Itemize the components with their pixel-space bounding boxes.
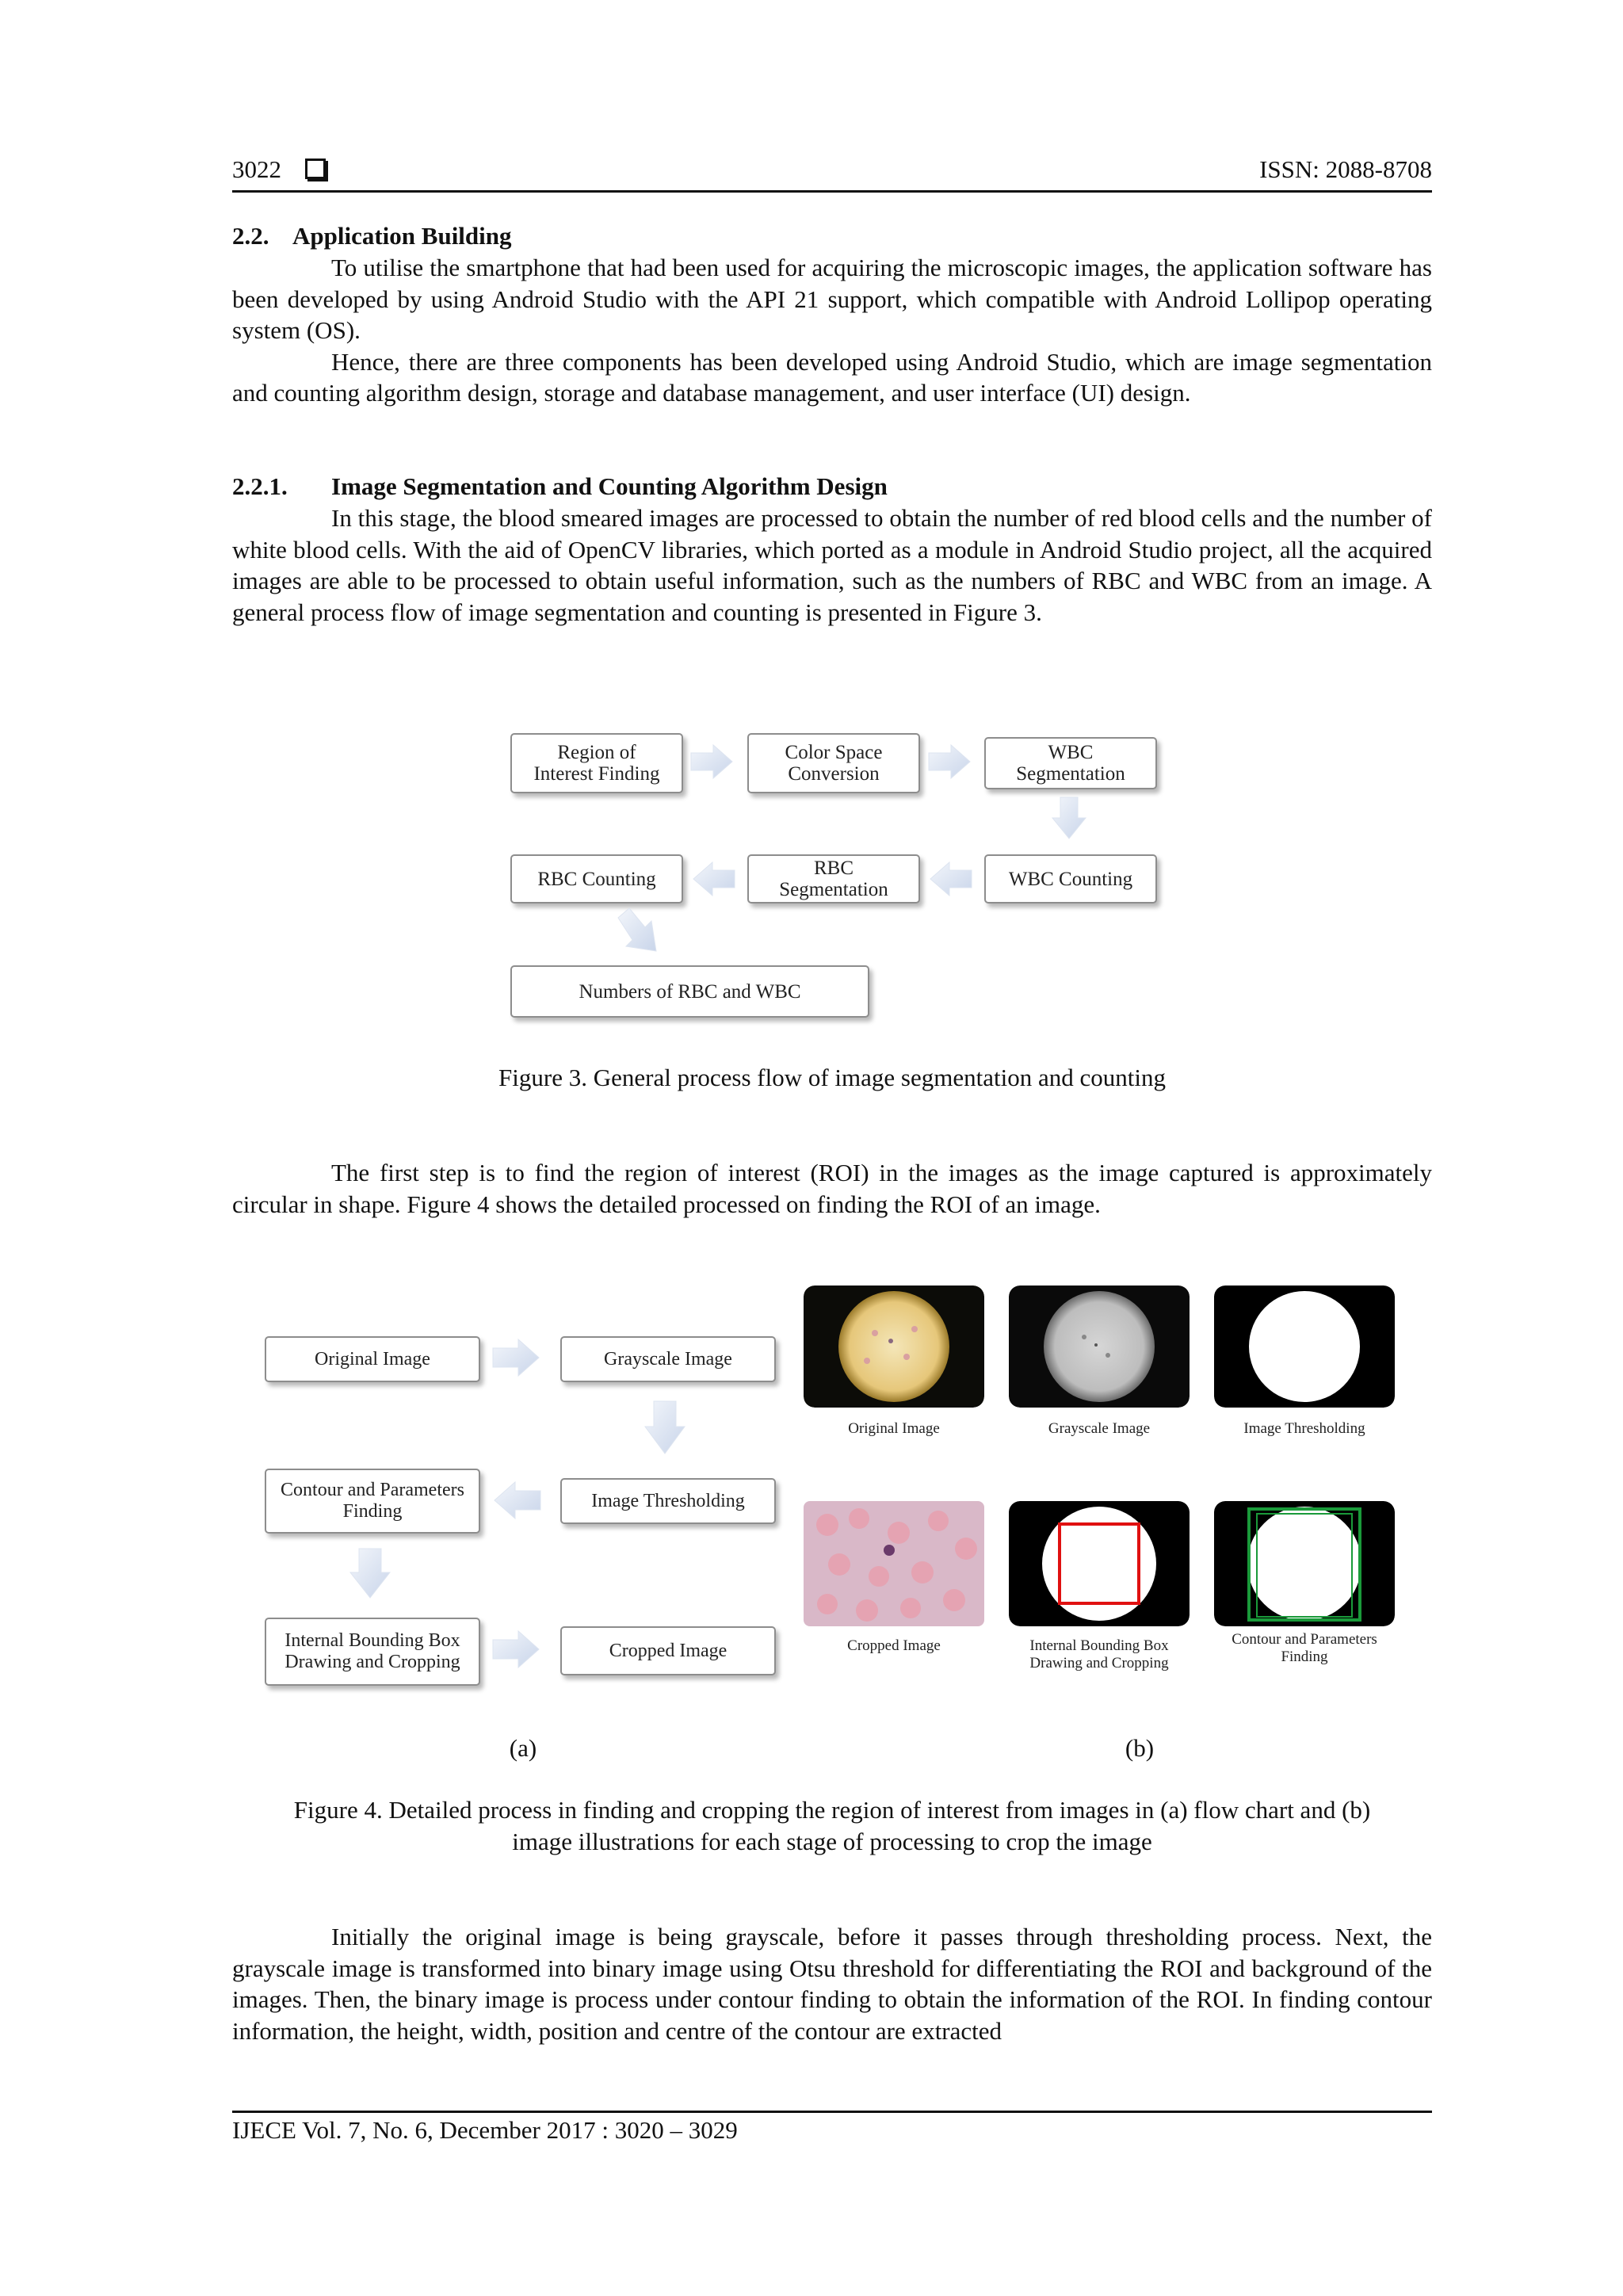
flow-box-bounding-box: Internal Bounding Box Drawing and Cropping — [265, 1618, 480, 1686]
cropped-image-thumbnail — [804, 1501, 984, 1626]
arrow-left-icon — [493, 1480, 542, 1520]
caption-image-thresholding: Image Thresholding — [1243, 1420, 1365, 1437]
figure-3-caption: Figure 3. General process flow of image segmentation and counting — [498, 1064, 1166, 1091]
flow-box-grayscale-image: Grayscale Image — [560, 1336, 776, 1382]
arrow-left-icon — [929, 861, 973, 897]
square-icon — [305, 159, 326, 179]
section-heading-2-2: 2.2. Application Building — [232, 222, 512, 250]
flow-box-wbc-counting: WBC Counting — [984, 854, 1157, 904]
flow-box-original-image: Original Image — [265, 1336, 480, 1382]
arrow-down-icon — [1051, 796, 1087, 840]
caption-contour-finding: Contour and Parameters Finding — [1232, 1631, 1377, 1665]
flow-box-rbc-segmentation: RBC Segmentation — [747, 854, 920, 904]
flow-box-numbers-rbc-wbc: Numbers of RBC and WBC — [510, 965, 869, 1018]
final-paragraph: Initially the original image is being grayscale, before it passes through thresholding process. Next, the grayscale image is transformed into binary image using Otsu threshold for differentiating the ROI and background of the images. Then, the binary image is process under contour finding to obtain the information of the ROI. In finding contour information, the height, width, position and centre of the contour are extracted — [232, 1923, 1432, 2045]
arrow-right-icon — [927, 743, 972, 780]
header-rule — [232, 190, 1432, 193]
caption-bounding-box: Internal Bounding Box Drawing and Cropping — [1029, 1637, 1169, 1671]
paragraph: To utilise the smartphone that had been used for acquiring the microscopic images, the application software has been developed by using Android Studio with the API 21 support, which compatible with Android Lollipop operating system (OS). — [232, 254, 1432, 344]
grayscale-image-thumbnail — [1009, 1286, 1190, 1408]
paragraph: Hence, there are three components has been developed using Android Studio, which are image segmentation and counting algorithm design, storage and database management, and user interface (UI) design. — [232, 347, 1432, 407]
arrow-right-icon — [491, 1629, 540, 1669]
figure-4-caption: Figure 4. Detailed process in finding and cropping the region of interest from images in (a) flow chart and (b) image illustrations for each stage of processing to crop the image — [293, 1796, 1371, 1855]
caption-grayscale-image: Grayscale Image — [1048, 1420, 1151, 1437]
arrow-right-icon — [689, 743, 734, 780]
paragraph: In this stage, the blood smeared images are processed to obtain the number of red blood cells and the number of white blood cells. With the aid of OpenCV libraries, which ported as a module in Android Studio project, all the acquired images are able to be processed to obtain useful information, such as the numbers of RBC and WBC from an image. A general process flow of image segmentation and counting is presented in Figure 3. — [232, 504, 1432, 626]
flow-box-cropped-image: Cropped Image — [560, 1626, 776, 1675]
threshold-image-thumbnail — [1214, 1286, 1395, 1408]
contour-image-thumbnail — [1214, 1501, 1395, 1626]
flow-box-contour-finding: Contour and Parameters Finding — [265, 1469, 480, 1534]
section-2-2-body — [232, 252, 1432, 409]
arrow-down-icon — [643, 1400, 686, 1455]
original-image-thumbnail — [804, 1286, 984, 1408]
roi-paragraph: The first step is to find the region of interest (ROI) in the images as the image captured is approximately circular in shape. Figure 4 shows the detailed processed on finding the ROI of an image. — [232, 1159, 1432, 1218]
footer-citation: IJECE Vol. 7, No. 6, December 2017 : 3020 – 3029 — [232, 2116, 738, 2144]
flow-box-image-thresholding: Image Thresholding — [560, 1478, 776, 1524]
flow-box-color-space: Color Space Conversion — [747, 733, 920, 793]
label-a: (a) — [509, 1734, 537, 1762]
arrow-left-icon — [692, 861, 736, 897]
bounding-box-image-thumbnail — [1009, 1501, 1190, 1626]
flow-box-wbc-segmentation: WBC Segmentation — [984, 737, 1157, 789]
arrow-right-icon — [491, 1338, 540, 1377]
arrow-down-icon — [349, 1547, 391, 1599]
arrow-diagonal-icon — [615, 907, 659, 954]
caption-cropped-image: Cropped Image — [847, 1637, 941, 1654]
section-2-2-1-body — [232, 502, 1432, 628]
section-heading-2-2-1: 2.2.1. Image Segmentation and Counting Algorithm Design — [232, 472, 888, 500]
issn: ISSN: 2088-8708 — [1259, 155, 1432, 183]
page-number: 3022 — [232, 154, 326, 185]
caption-original-image: Original Image — [848, 1420, 940, 1437]
flow-box-roi-finding: Region of Interest Finding — [510, 733, 683, 793]
label-b: (b) — [1125, 1734, 1155, 1762]
footer-rule — [232, 2111, 1432, 2113]
flow-box-rbc-counting: RBC Counting — [510, 854, 683, 904]
